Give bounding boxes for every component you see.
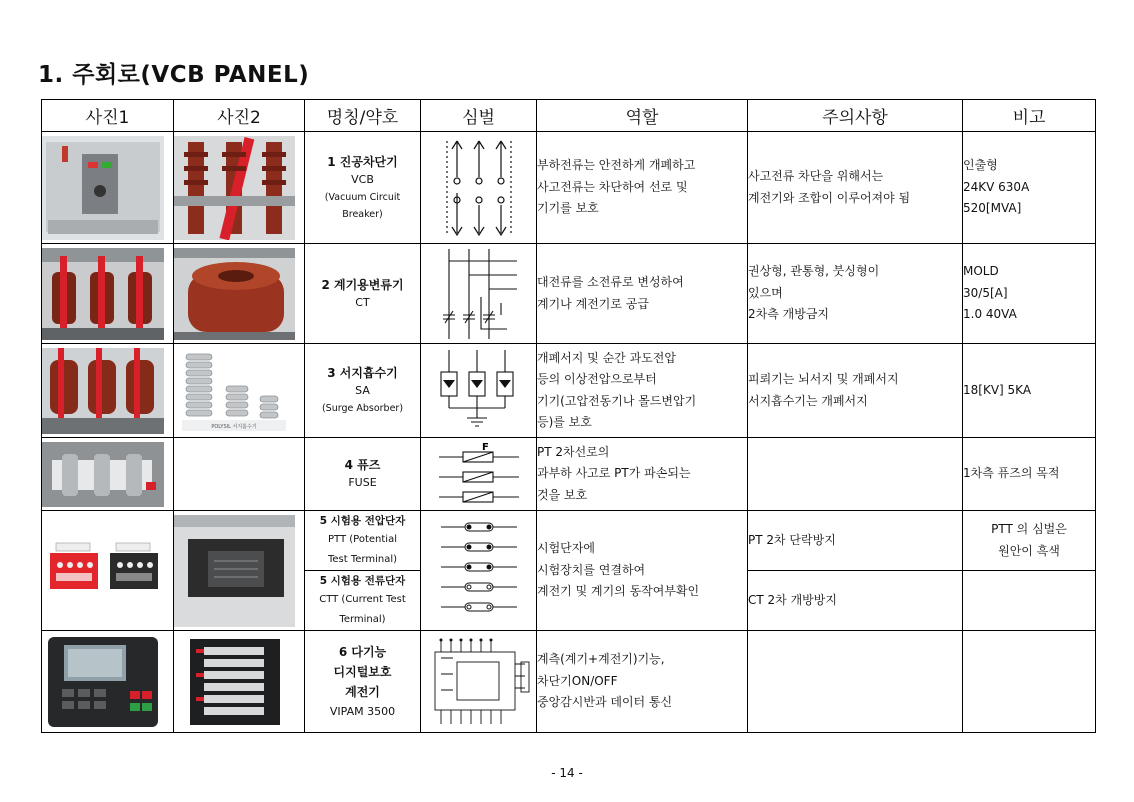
ct-photo2 xyxy=(174,244,305,344)
fuse-photo xyxy=(42,442,164,507)
relay-role-line: 계측(계기+계전기)기능, xyxy=(537,652,665,667)
vcb-role-line: 부하전류는 안전하게 개폐하고 xyxy=(537,158,696,173)
sa-role-cell xyxy=(537,344,748,438)
vcb-name-en-2: Breaker) xyxy=(342,208,383,220)
vcb-caution-cell xyxy=(748,132,963,244)
fuse-photo1 xyxy=(42,438,174,511)
fuse-symbol-cell xyxy=(421,438,537,511)
relay-name-cell xyxy=(305,631,421,733)
vcb-abbr: VCB xyxy=(351,172,374,186)
ctt-remark-cell xyxy=(963,571,1096,631)
relay-role-cell xyxy=(537,631,748,733)
sa-remark-line: 18[KV] 5KA xyxy=(963,382,1032,397)
test-terminal-photo2 xyxy=(174,511,305,631)
fuse-symbol-label: F xyxy=(482,442,489,453)
vcb-caution-line: 계전기와 조합이 이루어져야 됨 xyxy=(748,190,911,205)
ptt-caution-cell xyxy=(748,511,963,571)
relay-name-kr-3: 계전기 xyxy=(345,684,380,699)
test-terminal-photo xyxy=(42,515,164,627)
ct-remark-line: MOLD xyxy=(963,264,999,279)
relay-name-kr-1: 6 다기능 xyxy=(338,644,387,659)
sa-abbr: SA xyxy=(355,384,370,397)
ct-role-line: 계기나 계전기로 공급 xyxy=(537,296,649,311)
test-terminal-photo1 xyxy=(42,511,174,631)
header-photo2: 사진2 xyxy=(174,100,305,132)
fuse-role-cell xyxy=(537,438,748,511)
ctt-name-cell xyxy=(305,571,421,631)
ptt-name-en-1: PTT (Potential xyxy=(328,533,397,545)
ct-remark-line: 30/5[A] xyxy=(963,285,1008,300)
vcb-name-en-1: (Vacuum Circuit xyxy=(324,191,401,203)
ctt-name-en-2: Terminal) xyxy=(339,613,386,625)
sa-photo-caption: POLYSIL 서지흡수기 xyxy=(211,423,257,430)
ptt-caution-line: PT 2차 단락방지 xyxy=(748,532,836,547)
relay-symbol-cell xyxy=(421,631,537,733)
ct-caution-line: 있으며 xyxy=(748,285,783,300)
vcb-role-cell xyxy=(537,132,748,244)
table-header-row xyxy=(42,100,1096,132)
vcb-symbol-cell xyxy=(421,132,537,244)
sa-caution-line: 피뢰기는 뇌서지 및 개폐서지 xyxy=(748,372,899,386)
ptt-name-kr: 5 시험용 전압단자 xyxy=(319,514,406,527)
ct-photo1 xyxy=(42,244,174,344)
table-row-fuse xyxy=(42,438,1096,511)
ct-remark-cell xyxy=(963,244,1096,344)
relay-remark-cell xyxy=(963,631,1096,733)
table-row-sa xyxy=(42,344,1096,438)
sa-name-en: (Surge Absorber) xyxy=(321,403,404,414)
vcb-remark-line: 인출형 xyxy=(963,158,998,173)
ptt-name-cell xyxy=(305,511,421,571)
ct-installed-photo xyxy=(42,248,164,340)
fuse-photo2-empty xyxy=(174,438,305,511)
sa-name-kr: 3 서지흡수기 xyxy=(327,366,398,380)
ct-caution-cell xyxy=(748,244,963,344)
vcb-interrupter-photo xyxy=(174,136,295,240)
ctt-caution-cell xyxy=(748,571,963,631)
ct-role-line: 대전류를 소전류로 변성하여 xyxy=(537,275,684,289)
vcb-name-cell xyxy=(305,132,421,244)
test-role-line: 시험장치를 연결하여 xyxy=(537,562,646,577)
ptt-name-en-2: Test Terminal) xyxy=(327,553,398,565)
sa-role-line: 개폐서지 및 순간 과도전압 xyxy=(537,350,676,365)
sa-role-line: 등의 이상전압으로부터 xyxy=(537,372,657,386)
header-remark: 비고 xyxy=(963,100,1096,132)
ct-caution-line: 2차측 개방금지 xyxy=(748,307,830,322)
vcb-remark-line: 520[MVA] xyxy=(963,201,1022,216)
ct-caution-line: 권상형, 관통형, 붓싱형이 xyxy=(748,264,880,279)
relay-photo1 xyxy=(42,631,174,733)
sa-caution-line: 서지흡수기는 개폐서지 xyxy=(748,393,868,408)
sa-unit-photo xyxy=(174,348,295,434)
relay-front-photo xyxy=(42,635,164,729)
test-terminal-symbol-cell xyxy=(421,511,537,631)
fuse-caution-cell xyxy=(748,438,963,511)
fuse-role-line: PT 2차선로의 xyxy=(537,444,610,459)
fuse-role-line: 과부하 사고로 PT가 파손되는 xyxy=(537,466,691,481)
relay-role-line: 차단기ON/OFF xyxy=(537,673,618,688)
sa-symbol xyxy=(421,346,535,436)
vcb-symbol xyxy=(421,133,535,243)
ptt-remark-line: 원안이 흑색 xyxy=(998,543,1060,558)
equipment-table xyxy=(41,99,1096,733)
test-terminal-symbol xyxy=(421,513,535,629)
ct-role-cell xyxy=(537,244,748,344)
fuse-abbr: FUSE xyxy=(348,476,377,489)
relay-name-kr-2: 디지털보호 xyxy=(333,664,392,679)
sa-name-cell xyxy=(305,344,421,438)
ptt-remark-line: PTT 의 심벌은 xyxy=(991,522,1067,536)
fuse-symbol xyxy=(421,439,535,509)
sa-installed-photo xyxy=(42,348,164,434)
fuse-remark-cell xyxy=(963,438,1096,511)
ctt-name-en-1: CTT (Current Test xyxy=(319,593,406,605)
sa-caution-cell xyxy=(748,344,963,438)
page-title: 1. 주회로(VCB PANEL) xyxy=(38,62,310,88)
test-terminal-closeup-photo xyxy=(174,515,295,627)
ctt-caution-line: CT 2차 개방방지 xyxy=(748,592,837,607)
sa-role-line: 등)를 보호 xyxy=(537,415,592,429)
vcb-photo1 xyxy=(42,132,174,244)
sa-remark-cell xyxy=(963,344,1096,438)
test-role-line: 계전기 및 계기의 동작여부확인 xyxy=(537,584,700,599)
test-terminal-role-cell xyxy=(537,511,748,631)
vcb-remark-line: 24KV 630A xyxy=(963,179,1030,194)
table-row-ptt xyxy=(42,511,1096,571)
vcb-role-line: 사고전류는 차단하여 선로 및 xyxy=(537,179,688,194)
vcb-panel-photo xyxy=(42,136,164,240)
header-name: 명칭/약호 xyxy=(305,100,421,132)
header-caution: 주의사항 xyxy=(748,100,963,132)
sa-photo1 xyxy=(42,344,174,438)
fuse-role-line: 것을 보호 xyxy=(537,487,588,502)
vcb-role-line: 기기를 보호 xyxy=(537,201,599,216)
ct-name-kr: 2 계기용변류기 xyxy=(321,277,404,292)
vcb-name-kr: 1 진공차단기 xyxy=(327,154,398,169)
header-symbol: 심벌 xyxy=(421,100,537,132)
vcb-remark-cell xyxy=(963,132,1096,244)
sa-symbol-cell xyxy=(421,344,537,438)
ct-name-cell xyxy=(305,244,421,344)
table-row-ct xyxy=(42,244,1096,344)
vcb-caution-line: 사고전류 차단을 위해서는 xyxy=(748,169,884,183)
page-number: - 14 - xyxy=(551,766,583,780)
relay-role-line: 중앙감시반과 데이터 통신 xyxy=(537,695,673,710)
ct-abbr: CT xyxy=(355,295,370,309)
ct-unit-photo xyxy=(174,248,295,340)
table-row-vcb xyxy=(42,132,1096,244)
relay-symbol xyxy=(421,634,535,730)
relay-model: VIPAM 3500 xyxy=(329,704,396,718)
relay-caution-cell xyxy=(748,631,963,733)
sa-photo2 xyxy=(174,344,305,438)
table-row-relay xyxy=(42,631,1096,733)
test-role-line: 시험단자에 xyxy=(537,541,595,556)
ct-symbol xyxy=(421,245,535,343)
relay-rear-photo xyxy=(174,635,295,729)
header-photo1: 사진1 xyxy=(42,100,174,132)
header-role: 역할 xyxy=(537,100,748,132)
fuse-name-cell xyxy=(305,438,421,511)
fuse-remark-line: 1차측 퓨즈의 목적 xyxy=(963,466,1060,481)
vcb-photo2 xyxy=(174,132,305,244)
ct-symbol-cell xyxy=(421,244,537,344)
ct-remark-line: 1.0 40VA xyxy=(963,307,1017,322)
ctt-name-kr: 5 시험용 전류단자 xyxy=(319,574,406,587)
relay-photo2 xyxy=(174,631,305,733)
sa-role-line: 기기(고압전동기나 몰드변압기 xyxy=(537,393,697,408)
ptt-remark-cell xyxy=(963,511,1096,571)
fuse-name-kr: 4 퓨즈 xyxy=(344,458,381,472)
